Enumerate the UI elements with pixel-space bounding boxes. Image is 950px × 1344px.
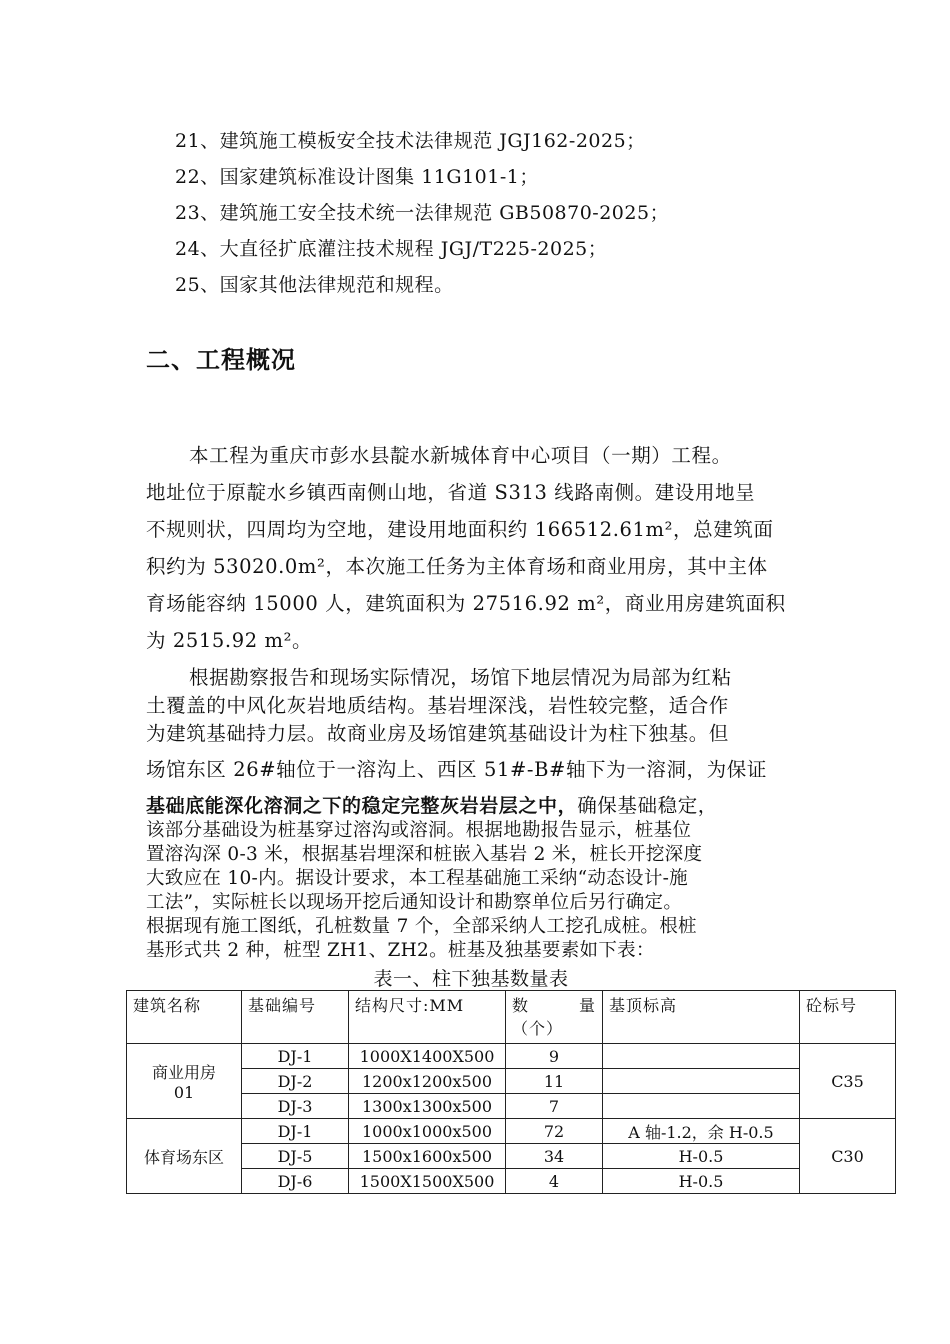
- concrete-cell: C30: [800, 1119, 896, 1194]
- elev-cell: [603, 1094, 800, 1119]
- elev-cell: [603, 1069, 800, 1094]
- reference-item: 25、国家其他法律规范和规程。: [175, 274, 454, 296]
- reference-item: 21、建筑施工模板安全技术法律规范 JGJ162-2025；: [175, 130, 646, 152]
- qty-cell: 72: [506, 1119, 603, 1144]
- paragraph-line: 场馆东区 26#轴位于一溶沟上、西区 51#-B#轴下为一溶洞，为保证: [146, 758, 767, 781]
- qty-cell: 4: [506, 1169, 603, 1194]
- paragraph-line: 本工程为重庆市彭水县靛水新城体育中心项目（一期）工程。: [189, 444, 732, 467]
- header-concrete: 砼标号: [800, 991, 896, 1044]
- reference-item: 23、建筑施工安全技术统一法律规范 GB50870-2025；: [175, 202, 670, 224]
- qty-cell: 34: [506, 1144, 603, 1169]
- elev-cell: A 轴-1.2，余 H-0.5: [603, 1119, 800, 1144]
- table-header-row: [127, 991, 896, 1044]
- paragraph-line: 育场能容纳 15000 人，建筑面积为 27516.92 m²，商业用房建筑面积: [146, 592, 786, 615]
- qty-cell: 7: [506, 1094, 603, 1119]
- qty-cell: 11: [506, 1069, 603, 1094]
- building-cell: 体育场东区: [127, 1119, 242, 1194]
- size-cell: 1500x1600x500: [349, 1144, 506, 1169]
- paragraph-line: 不规则状，四周均为空地，建设用地面积约 166512.61m²，总建筑面: [146, 518, 774, 541]
- foundation-table: [126, 990, 896, 1194]
- paragraph-line: 根据勘察报告和现场实际情况，场馆下地层情况为局部为红粘: [189, 666, 732, 689]
- table-row: [127, 1069, 896, 1094]
- reference-item: 22、国家建筑标准设计图集 11G101-1；: [175, 166, 539, 188]
- code-cell: DJ-2: [242, 1069, 349, 1094]
- size-cell: 1200x1200x500: [349, 1069, 506, 1094]
- elev-cell: H-0.5: [603, 1144, 800, 1169]
- paragraph-text: 确保基础稳定，: [577, 794, 718, 817]
- paragraph-line: 大致应在 10-内。据设计要求，本工程基础施工采纳“动态设计-施: [146, 868, 688, 889]
- table-row: [127, 1169, 896, 1194]
- code-cell: DJ-1: [242, 1119, 349, 1144]
- size-cell: 1500X1500X500: [349, 1169, 506, 1194]
- elev-cell: [603, 1044, 800, 1069]
- code-cell: DJ-3: [242, 1094, 349, 1119]
- table-row: [127, 1119, 896, 1144]
- building-cell: 商业用房 01: [127, 1044, 242, 1119]
- elev-cell: H-0.5: [603, 1169, 800, 1194]
- size-cell: 1000X1400X500: [349, 1044, 506, 1069]
- header-top-elevation: 基顶标高: [603, 991, 800, 1044]
- qty-cell: 9: [506, 1044, 603, 1069]
- paragraph-line: 为 2515.92 m²。: [146, 629, 313, 652]
- paragraph-line: 根据现有施工图纸，孔桩数量 7 个，全部采纳人工挖孔成桩。根桩: [146, 916, 697, 937]
- code-cell: DJ-5: [242, 1144, 349, 1169]
- paragraph-line: 该部分基础设为桩基穿过溶沟或溶洞。根据地勘报告显示，桩基位: [146, 820, 692, 841]
- paragraph-line: 为建筑基础持力层。故商业房及场馆建筑基础设计为柱下独基。但: [146, 722, 729, 745]
- paragraph-line: 基形式共 2 种，桩型 ZH1、ZH2。桩基及独基要素如下表：: [146, 940, 655, 961]
- paragraph-line: 积约为 53020.0m²，本次施工任务为主体育场和商业用房，其中主体: [146, 555, 768, 578]
- section-title: 二、工程概况: [146, 346, 296, 374]
- header-quantity: 数 量 （个）: [506, 991, 603, 1044]
- header-size: 结构尺寸:MM: [349, 991, 506, 1044]
- concrete-cell: C35: [800, 1044, 896, 1119]
- table-caption: 表一、柱下独基数量表: [373, 968, 569, 990]
- header-building: 建筑名称: [127, 991, 242, 1044]
- code-cell: DJ-1: [242, 1044, 349, 1069]
- paragraph-line: 工法”，实际桩长以现场开挖后通知设计和勘察单位后另行确定。: [146, 892, 683, 913]
- table-row: [127, 1094, 896, 1119]
- size-cell: 1000x1000x500: [349, 1119, 506, 1144]
- paragraph-line: 土覆盖的中风化灰岩地质结构。基岩埋深浅，岩性较完整，适合作: [146, 694, 729, 717]
- header-code: 基础编号: [242, 991, 349, 1044]
- paragraph-line: 置溶沟深 0-3 米，根据基岩埋深和桩嵌入基岩 2 米，桩长开挖深度: [146, 844, 703, 865]
- table-row: [127, 1144, 896, 1169]
- paragraph-line: [146, 790, 718, 818]
- paragraph-line: 地址位于原靛水乡镇西南侧山地，省道 S313 线路南侧。建设用地呈: [146, 481, 756, 504]
- table-row: [127, 1044, 896, 1069]
- bold-emphasis: 基础底能深化溶洞之下的稳定完整灰岩岩层之中，: [146, 795, 578, 817]
- size-cell: 1300x1300x500: [349, 1094, 506, 1119]
- reference-item: 24、大直径扩底灌注技术规程 JGJ/T225-2025；: [175, 238, 608, 260]
- code-cell: DJ-6: [242, 1169, 349, 1194]
